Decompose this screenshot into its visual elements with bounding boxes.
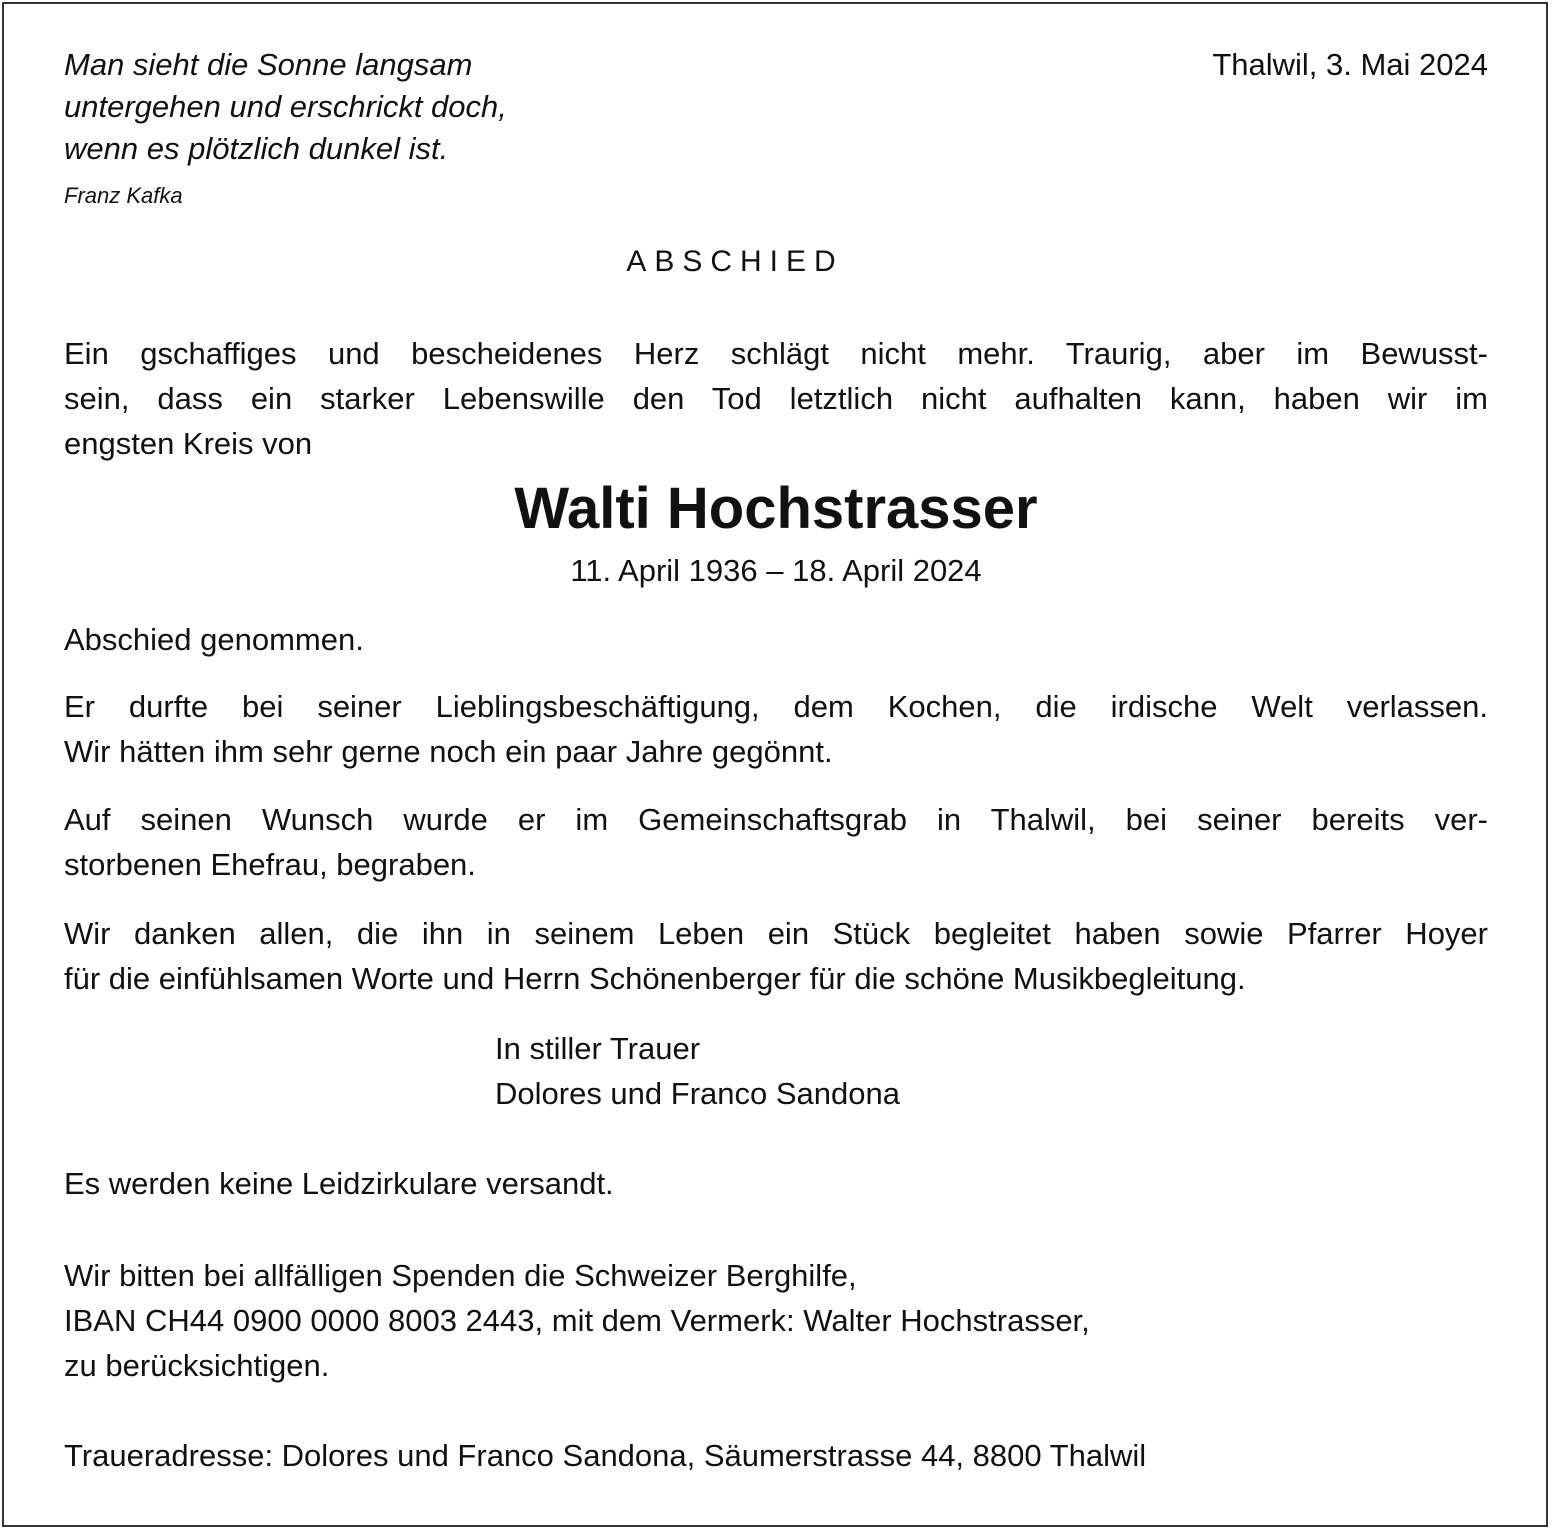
paragraph-line: Wir danken allen, die ihn in seinem Leben ein Stück begleitet haben sowie Pfarrer Hoyer	[64, 916, 1488, 951]
mourning-address: Traueradresse: Dolores und Franco Sandona, Säumerstrasse 44, 8800 Thalwil	[64, 1438, 1147, 1473]
intro-line: engsten Kreis von	[64, 426, 313, 461]
life-dates: 11. April 1936 – 18. April 2024	[570, 553, 982, 588]
paragraph-line: storbenen Ehefrau, begraben.	[64, 847, 476, 882]
intro-line: Ein gschaffiges und bescheidenes Herz schlägt nicht mehr. Traurig, aber im Bewusst-	[64, 336, 1488, 371]
place-date: Thalwil, 3. Mai 2024	[1212, 47, 1488, 82]
quote-line: wenn es plötzlich dunkel ist.	[64, 131, 449, 166]
quote	[64, 44, 507, 170]
donation-line: Wir bitten bei allfälligen Spenden die Schweizer Berghilfe,	[64, 1258, 857, 1293]
signature	[495, 1026, 900, 1116]
paragraph	[64, 684, 1488, 774]
intro-line: sein, dass ein starker Lebenswille den Tod letztlich nicht aufhalten kann, haben wir im	[64, 381, 1488, 416]
paragraph-line: Wir hätten ihm sehr gerne noch ein paar Jahre gegönnt.	[64, 734, 833, 769]
circular-notice: Es werden keine Leidzirkulare versandt.	[64, 1166, 614, 1201]
donation-line: IBAN CH44 0900 0000 8003 2443, mit dem Vermerk: Walter Hochstrasser,	[64, 1303, 1090, 1338]
donation-paragraph	[64, 1253, 1488, 1388]
paragraph	[64, 797, 1488, 887]
quote-author: Franz Kafka	[64, 183, 183, 208]
paragraph-line: Er durfte bei seiner Lieblingsbeschäftigung, dem Kochen, die irdische Welt verlassen.	[64, 689, 1488, 724]
donation-line: zu berücksichtigen.	[64, 1348, 330, 1383]
paragraph	[64, 911, 1488, 1001]
intro-paragraph	[64, 331, 1488, 466]
signature-names: Dolores und Franco Sandona	[495, 1076, 900, 1111]
paragraph-line: Auf seinen Wunsch wurde er im Gemeinschaftsgrab in Thalwil, bei seiner bereits ver-	[64, 802, 1488, 837]
deceased-name: Walti Hochstrasser	[514, 476, 1038, 541]
quote-line: untergehen und erschrickt doch,	[64, 89, 507, 124]
signature-line: In stiller Trauer	[495, 1031, 701, 1066]
quote-line: Man sieht die Sonne langsam	[64, 47, 473, 82]
paragraph-line: für die einfühlsamen Worte und Herrn Schönenberger für die schöne Musikbegleitung.	[64, 961, 1246, 996]
heading: ABSCHIED	[626, 245, 844, 278]
farewell-text: Abschied genommen.	[64, 622, 364, 657]
